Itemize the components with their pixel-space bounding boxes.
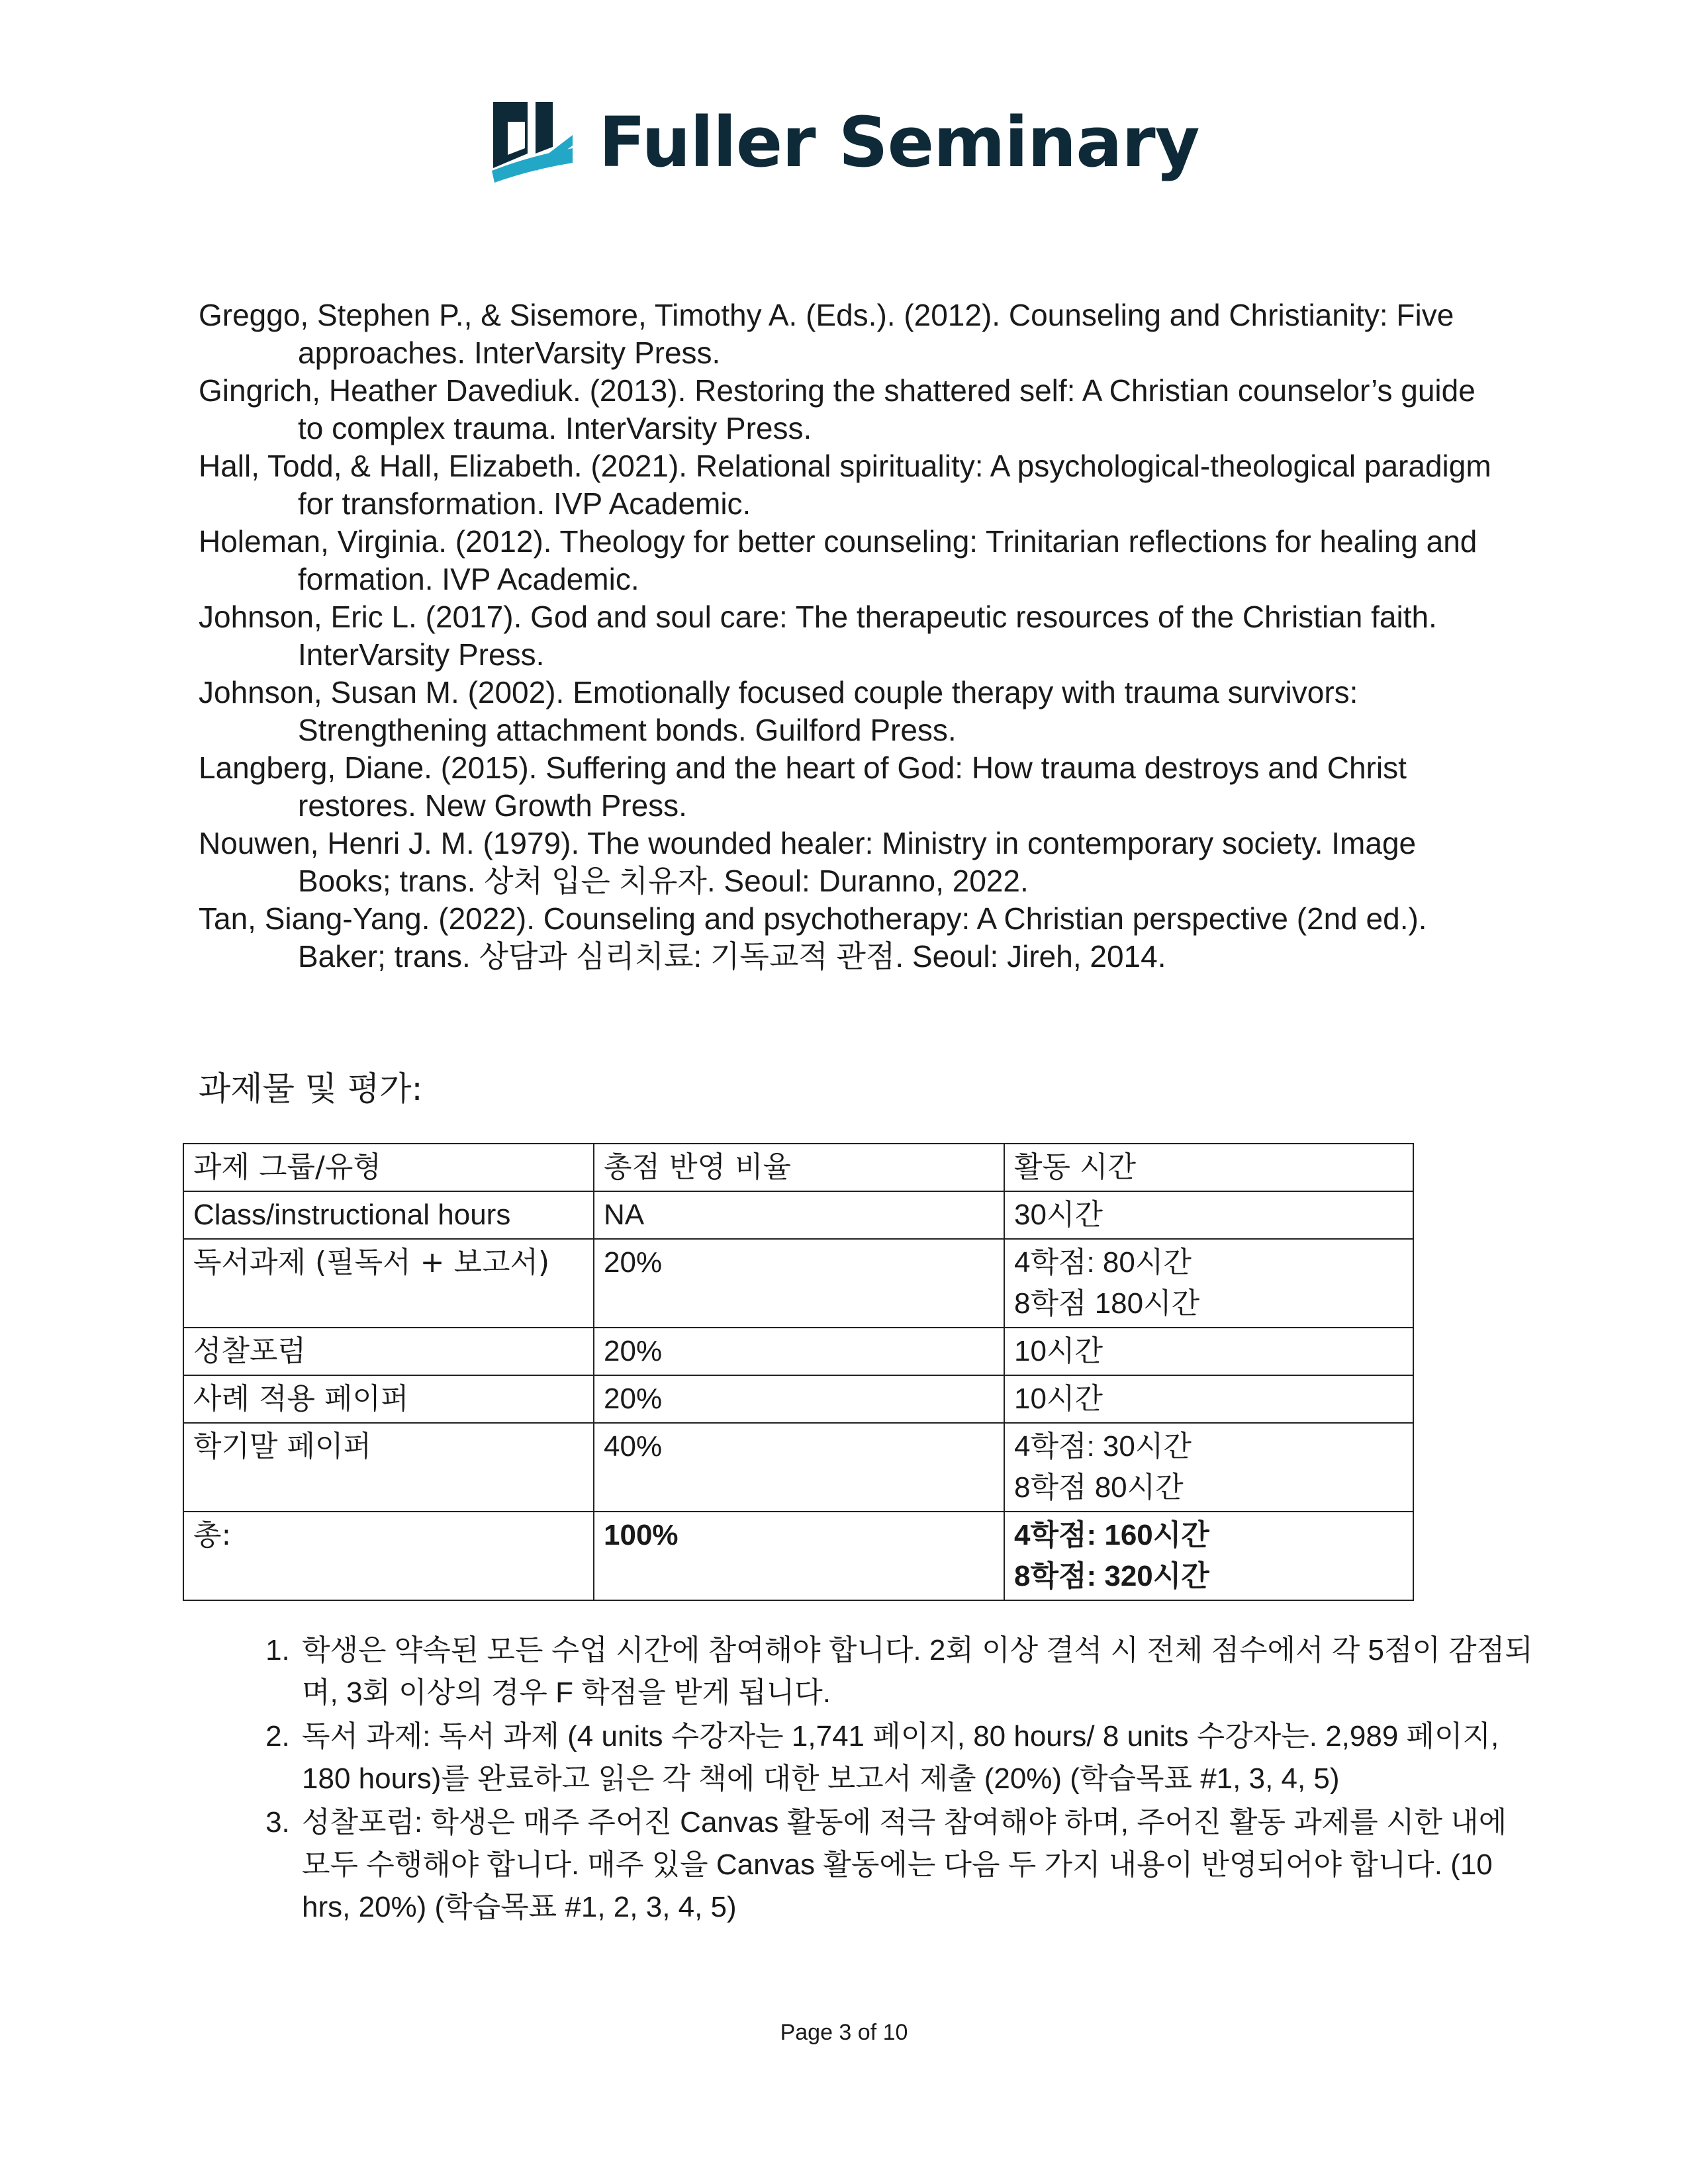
table-row [183, 1239, 1413, 1328]
page-header [0, 93, 1688, 192]
table-total-cell: 100% [594, 1512, 1004, 1600]
table-cell: 10시간 [1004, 1328, 1413, 1375]
table-cell: 20% [594, 1239, 1004, 1328]
table-row [183, 1191, 1413, 1239]
table-header-cell: 활동 시간 [1004, 1144, 1413, 1191]
table-cell: 4학점: 30시간 8학점 80시간 [1004, 1423, 1413, 1512]
bibliography-list [199, 296, 1496, 976]
table-cell: 사례 적용 페이퍼 [183, 1375, 594, 1423]
table-cell: 4학점: 80시간 8학점 180시간 [1004, 1239, 1413, 1328]
table-total-row [183, 1512, 1413, 1600]
list-item: 1. 학생은 약속된 모든 수업 시간에 참여해야 합니다. 2회 이상 결석 시 전체 점수에서 각 5점이 감점되며, 3회 이상의 경우 F 학점을 받게 됩니다. [298, 1629, 1542, 1714]
bibliography-entry: Holeman, Virginia. (2012). Theology for better counseling: Trinitarian reflections for healing and formation. IVP Academic. [199, 524, 1477, 596]
section-title: 과제물 및 평가: [199, 1069, 423, 1108]
table-cell: 10시간 [1004, 1375, 1413, 1423]
table-cell: 40% [594, 1423, 1004, 1512]
assessment-table [183, 1143, 1414, 1601]
bibliography-entry: Tan, Siang-Yang. (2022). Counseling and psychotherapy: A Christian perspective (2nd ed.). Baker; trans. 상담과 심리치료: 기독교적 관점. Seoul: Jireh, 2014. [199, 901, 1427, 974]
page-number: Page 3 of 10 [780, 2020, 908, 2045]
table-cell: Class/instructional hours [183, 1191, 594, 1239]
fuller-logo-icon [489, 99, 575, 185]
bibliography-entry: Johnson, Susan M. (2002). Emotionally focused couple therapy with trauma survivors: Strengthening attachment bonds. Guilford Press. [199, 675, 1358, 747]
table-row [183, 1328, 1413, 1375]
bibliography-entry: Greggo, Stephen P., & Sisemore, Timothy A. (Eds.). (2012). Counseling and Christianity: Five approaches. InterVarsity Press. [199, 298, 1454, 370]
bibliography-entry: Johnson, Eric L. (2017). God and soul care: The therapeutic resources of the Christian faith. InterVarsity Press. [199, 600, 1437, 672]
bibliography-entry: Gingrich, Heather Davediuk. (2013). Restoring the shattered self: A Christian counselor’s guide to complex trauma. InterVarsity Press. [199, 373, 1476, 445]
table-cell: 30시간 [1004, 1191, 1413, 1239]
table-total-cell: 총: [183, 1512, 594, 1600]
table-row [183, 1375, 1413, 1423]
table-row [183, 1423, 1413, 1512]
bibliography-entry: Hall, Todd, & Hall, Elizabeth. (2021). Relational spirituality: A psychological-theological paradigm for transformation. IVP Academic. [199, 449, 1491, 521]
table-total-cell: 4학점: 160시간 8학점: 320시간 [1004, 1512, 1413, 1600]
logo-text: Fuller Seminary [598, 102, 1199, 183]
table-cell: 성찰포럼 [183, 1328, 594, 1375]
table-cell: 독서과제 (필독서 + 보고서) [183, 1239, 594, 1328]
table-header-row [183, 1144, 1413, 1191]
list-item: 3. 성찰포럼: 학생은 매주 주어진 Canvas 활동에 적극 참여해야 하며, 주어진 활동 과제를 시한 내에 모두 수행해야 합니다. 매주 있을 Canvas 활동에는 다음 두 가지 내용이 반영되어야 합니다. (10 hrs, 20%) (학습목표 #1, 2, 3, 4, 5) [298, 1801, 1542, 1929]
table-cell: 20% [594, 1328, 1004, 1375]
bibliography-entry: Langberg, Diane. (2015). Suffering and the heart of God: How trauma destroys and Christ restores. New Growth Press. [199, 751, 1407, 823]
table-header-cell: 과제 그룹/유형 [183, 1144, 594, 1191]
table-cell: 학기말 페이퍼 [183, 1423, 594, 1512]
table-header-cell: 총점 반영 비율 [594, 1144, 1004, 1191]
table-cell: 20% [594, 1375, 1004, 1423]
bibliography-entry: Nouwen, Henri J. M. (1979). The wounded healer: Ministry in contemporary society. Image Books; trans. 상처 입은 치유자. Seoul: Duranno, 2022. [199, 826, 1417, 898]
requirements-list [246, 1629, 1542, 1930]
table-cell: NA [594, 1191, 1004, 1239]
list-item: 2. 독서 과제: 독서 과제 (4 units 수강자는 1,741 페이지, 80 hours/ 8 units 수강자는. 2,989 페이지, 180 hours)를 완료하고 읽은 각 책에 대한 보고서 제출 (20%) (학습목표 #1, 3, 4, 5) [298, 1715, 1542, 1800]
